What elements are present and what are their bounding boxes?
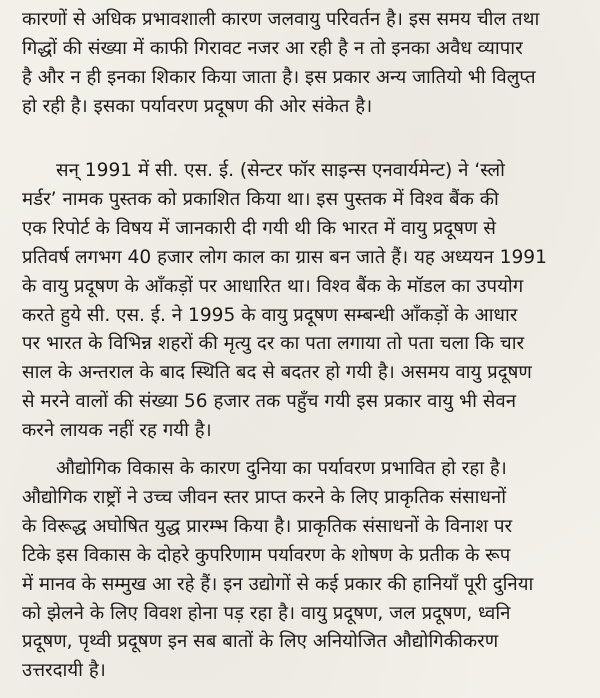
text-line: टिके इस विकास के दोहरे कुपरिणाम पर्यावरण के शोषण के प्रतीक के रूप	[22, 544, 511, 566]
text-line: करते हुये सी. एस. ई. ने 1995 के वायु प्रदूषण सम्बन्धी आँकड़ों के आधार	[22, 304, 518, 326]
text-line: गिद्धों की संख्या में काफी गिरावट नजर आ रही है न तो इनका अवैध व्यापार	[22, 37, 523, 59]
paragraph-industrial-development	[22, 455, 582, 686]
paragraph-climate-change	[22, 6, 582, 122]
text-line: मर्डर’ नामक पुस्तक को प्रकाशित किया था। इस पुस्तक में विश्व बैंक की	[22, 188, 499, 210]
text-line: करने लायक नहीं रह गयी है।	[22, 420, 212, 442]
text-line: हो रही है। इसका पर्यावरण प्रदूषण की ओर संकेत है।	[22, 95, 373, 117]
text-line: कारणों से अधिक प्रभावशाली कारण जलवायु परिवर्तन है। इस समय चील तथा	[22, 9, 540, 30]
text-line: के वायु प्रदूषण के आँकड़ों पर आधारित था। विश्व बैंक के मॉडल का उपयोग	[22, 275, 524, 297]
text-line: साल के अन्तराल के बाद स्थिति बद से बदतर हो गयी है। असमय वायु प्रदूषण	[22, 362, 532, 384]
text-line: को झेलने के लिए विवश होना पड़ रहा है। वायु प्रदूषण, जल प्रदूषण, ध्वनि	[22, 602, 511, 624]
text-line: के विरूद्ध अघोषित युद्ध प्रारम्भ किया है। प्राकृतिक संसाधनों के विनाश पर	[22, 515, 513, 537]
text-line: सन् 1991 में सी. एस. ई. (सेन्टर फॉर साइन्स एनवार्यमेन्ट) ने ‘स्लो	[56, 160, 505, 181]
text-line: से मरने वालों की संख्या 56 हजार तक पहुँच गयी इस प्रकार वायु भी सेवन	[22, 391, 517, 413]
text-line: प्रतिवर्ष लगभग 40 हजार लोग काल का ग्रास बन जाते हैं। यह अध्ययन 1991	[22, 246, 547, 268]
text-line: उत्तरदायी है।	[22, 660, 106, 682]
text-line: पर भारत के विभिन्न शहरों की मृत्यु दर का पता लगाया तो पता चला कि चार	[22, 333, 525, 355]
paragraph-slow-murder-report	[22, 157, 582, 446]
text-line: औद्योगिक विकास के कारण दुनिया का पर्यावरण प्रभावित हो रहा है।	[56, 458, 507, 479]
text-line: एक रिपोर्ट के विषय में जानकारी दी गयी थी कि भारत में वायु प्रदूषण से	[22, 217, 496, 239]
text-line: में मानव के सम्मुख आ रहे हैं। इन उद्योगों से कई प्रकार की हानियाँ पूरी दुनिया	[22, 573, 534, 595]
text-line: प्रदूषण, पृथ्वी प्रदूषण इन सब बातों के लिए अनियोजित औद्योगिकीकरण	[22, 631, 499, 653]
text-line: है और न ही इनका शिकार किया जाता है। इस प्रकार अन्य जातियो भी विलुप्त	[22, 66, 536, 88]
text-line: औद्योगिक राष्ट्रों ने उच्च जीवन स्तर प्राप्त करने के लिए प्राकृतिक संसाधनों	[22, 486, 507, 508]
